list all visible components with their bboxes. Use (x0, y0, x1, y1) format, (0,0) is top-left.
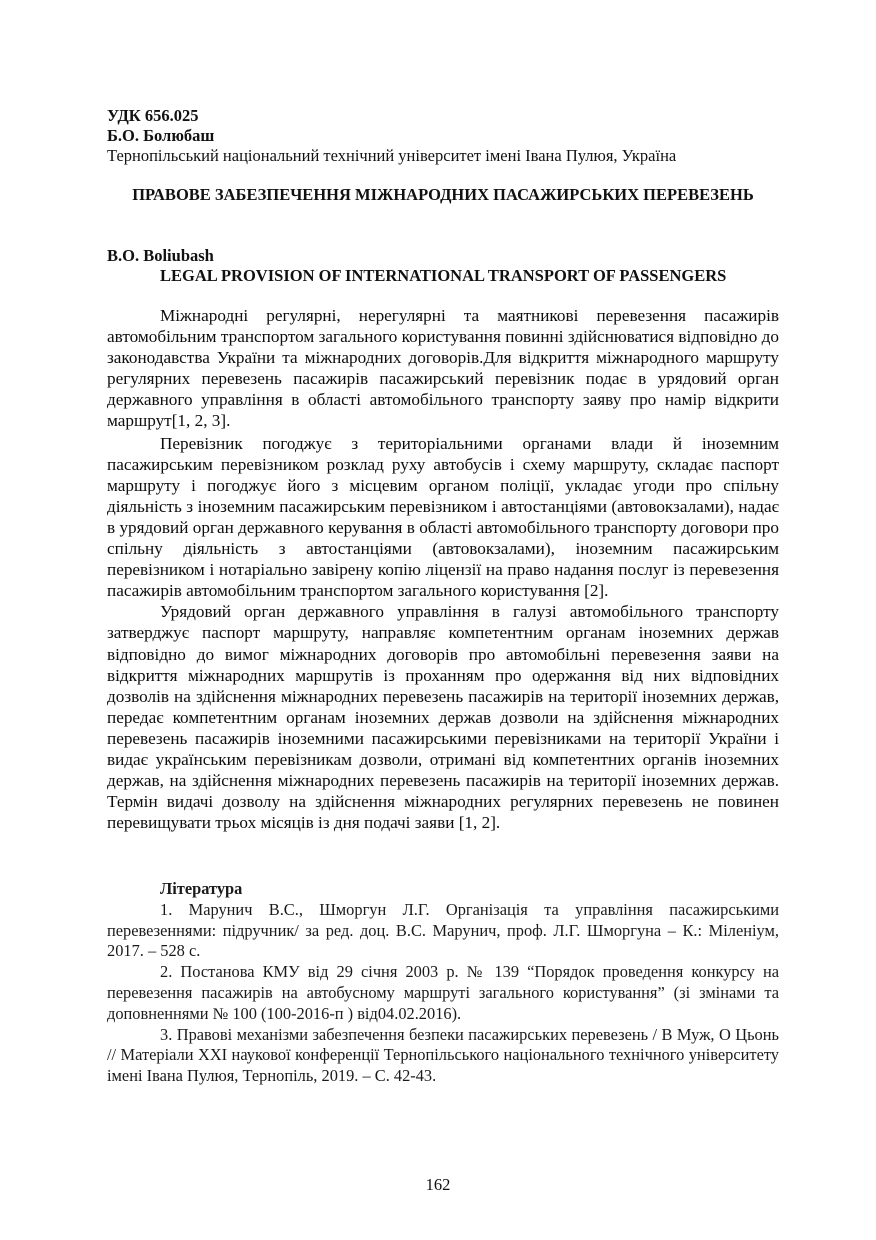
page-number: 162 (425, 1175, 451, 1194)
author-en: B.O. Boliubash (107, 246, 214, 265)
udc-code: УДК 656.025 (107, 106, 199, 125)
affiliation: Тернопільський національний технічний університет імені Івана Пулюя, Україна (107, 146, 677, 165)
body-paragraph: Урядовий орган державного управління в галузі автомобільного транспорту затверджує паспорт маршруту, направляє компетентним органам іноземних держав відповідно до вимог міжнародних договорів про автомобільні перевезення заяви на відкриття міжнародних маршрутів із проханням про одержання від них відповідних дозволів на здійснення міжнародних перевезень пасажирів на території іноземних держав, передає компетентним органам іноземних держав дозволи на здійснення міжнародних перевезень пасажирів іноземними пасажирськими перевізниками на території України і видає українським перевізникам дозволи, отримані від компетентних органів іноземних держав, на здійснення міжнародних перевезень пасажирів на території іноземних держав. Термін видачі дозволу на здійснення міжнародних регулярних перевезень не повинен перевищувати трьох місяців із дня подачі заяви [1, 2]. (107, 602, 779, 833)
reference-item: 1. Марунич В.С., Шморгун Л.Г. Організація та управління пасажирськими перевезеннями: підручник/ за ред. доц. В.С. Марунич, проф. Л.Г. Шморгуна – К.: Міленіум, 2017. – 528 с. (107, 899, 779, 961)
title-ua: ПРАВОВЕ ЗАБЕЗПЕЧЕННЯ МІЖНАРОДНИХ ПАСАЖИРСЬКИХ ПЕРЕВЕЗЕНЬ (132, 185, 754, 204)
author-ua: Б.О. Болюбаш (107, 126, 215, 145)
body-paragraph: Міжнародні регулярні, нерегулярні та маятникові перевезення пасажирів автомобільним транспортом загального користування повинні здійснюватися відповідно до законодавства України та міжнародних договорів.Для відкриття міжнародного маршруту регулярних перевезень пасажирів пасажирський перевізник подає в урядовий орган державного управління в області автомобільного транспорту заяву про намір відкрити маршрут[1, 2, 3]. (107, 306, 779, 431)
references-section (107, 879, 779, 1087)
article-body (107, 305, 779, 833)
title-en: LEGAL PROVISION OF INTERNATIONAL TRANSPORT OF PASSENGERS (160, 266, 727, 285)
body-paragraph: Перевізник погоджує з територіальними органами влади й іноземним пасажирським перевізником розклад руху автобусів і схему маршруту, складає паспорт маршруту і погоджує його з місцевим органом поліції, укладає угоди про спільну діяльність з іноземним пасажирським перевізником і автостанціями (автовокзалами), надає в урядовий орган державного керування в області автомобільного транспорту договори про спільну діяльність з автостанціями (автовокзалами), іноземним пасажирським перевізником і нотаріально завірену копію ліцензії на право надання послуг із перевезення пасажирів автомобільним транспортом загального користування [2]. (107, 433, 779, 601)
reference-item: 3. Правові механізми забезпечення безпеки пасажирських перевезень / В Муж, О Цьонь // Матеріали XXI наукової конференції Тернопільського національного технічного університету імені Івана Пулюя, Тернопіль, 2019. – С. 42-43. (107, 1024, 779, 1086)
references-heading: Література (160, 879, 243, 898)
reference-item: 2. Постанова КМУ від 29 січня 2003 р. № 139 “Порядок проведення конкурсу на перевезення пасажирів на автобусному маршруті загального користування” (зі змінами та доповненнями № 100 (100-2016-п ) від04.02.2016). (107, 962, 779, 1023)
